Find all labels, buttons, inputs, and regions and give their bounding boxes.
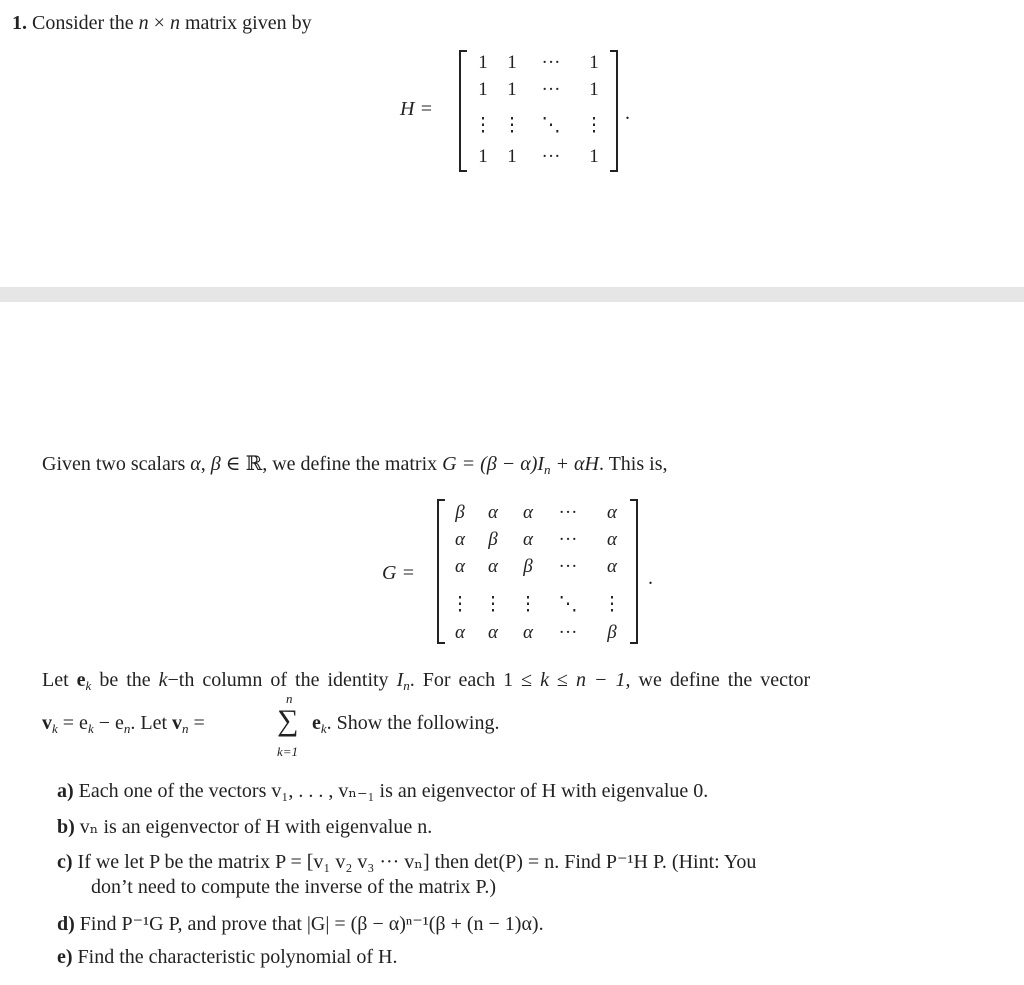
problem-number: 1. (12, 12, 27, 34)
item-c-text: If we let P be the matrix P = [v₁ v₂ v₃ ··· vₙ] then det(P) = n. Find P⁻¹H P. (Hint: You (77, 851, 757, 873)
def-minus-e: − e (98, 712, 124, 734)
matrix-g-cell-r3-c1: ⋮ (483, 594, 503, 615)
matrix-h-cell-r3-c2: ··· (541, 146, 561, 167)
para-g-beta: β (210, 453, 221, 475)
def-v-n: v (172, 712, 183, 734)
definitions-line-2: $v_k = e_k - e_n$. Let $v_n$ = (42, 712, 205, 736)
problem-heading (12, 12, 312, 35)
matrix-g-cell-r1-c4: α (607, 529, 617, 550)
summation-sign: ∑ (277, 704, 299, 737)
item-a (57, 778, 708, 803)
matrix-h-cell-r1-c2: ··· (541, 79, 561, 100)
problem-n2: n (169, 12, 180, 34)
problem-intro-end: matrix given by (184, 12, 312, 34)
matrix-g-cell-r3-c0: ⋮ (450, 594, 470, 615)
problem-n1: n (138, 12, 149, 34)
para-g-text-c: . This is, (598, 453, 668, 475)
item-b-text: vₙ is an eigenvector of H with eigenvalue n. (79, 816, 433, 838)
matrix-g-cell-r1-c3: ··· (558, 529, 578, 550)
def-k2: k (540, 669, 550, 691)
matrix-h-cell-r2-c0: ⋮ (473, 115, 493, 136)
matrix-g-cell-r4-c1: α (488, 622, 498, 643)
def-v-n-sub: n (182, 721, 189, 736)
matrix-h-cell-r1-c3: 1 (589, 79, 599, 100)
def-kth: k (158, 669, 168, 691)
matrix-g-cell-r1-c0: α (455, 529, 465, 550)
def-v-k: v (42, 712, 52, 734)
matrix-h-label: H = (400, 98, 433, 120)
item-e (57, 946, 397, 969)
matrix-g-cell-r2-c3: ··· (558, 556, 578, 577)
matrix-h-cell-r1-c1: 1 (507, 79, 517, 100)
problem-intro: Consider the (32, 12, 134, 34)
def-e-k: e (76, 669, 86, 691)
def-sum-e: e (312, 712, 321, 734)
item-e-label: e) (57, 946, 73, 968)
matrix-h-cell-r1-c0: 1 (478, 79, 488, 100)
matrix-h-cell-r0-c0: 1 (478, 52, 488, 73)
para-g-alpha: α (190, 453, 201, 475)
def-e-n-sub: n (123, 721, 131, 736)
matrix-g-cell-r0-c1: α (488, 502, 498, 523)
def-show-following: . Show the following. (326, 712, 500, 734)
def-column-of: −th column of the identity (167, 669, 389, 691)
matrix-g-cell-r3-c3: ⋱ (558, 594, 578, 615)
matrix-g-cell-r4-c0: α (455, 622, 465, 643)
matrix-h-period: . (625, 102, 630, 124)
matrix-h-left-bracket (459, 50, 467, 172)
summation-lower: k=1 (277, 744, 299, 759)
paragraph-g-definition (42, 451, 668, 478)
item-d-label: d) (57, 913, 75, 935)
matrix-g-cell-r2-c2: β (523, 556, 533, 577)
matrix-h-cell-r3-c3: 1 (589, 146, 599, 167)
para-g-in-r: ∈ ℝ (225, 453, 263, 475)
matrix-g-cell-r3-c2: ⋮ (518, 594, 538, 615)
matrix-g-cell-r2-c1: α (488, 556, 498, 577)
item-a-text: Each one of the vectors v₁, . . . , vₙ₋₁ is an eigenvector of H with eigenvalue 0. (78, 780, 709, 802)
def-n-minus-1: n − 1 (576, 669, 626, 691)
matrix-g-cell-r0-c3: ··· (558, 502, 578, 523)
matrix-g-period: . (648, 567, 653, 589)
matrix-g-left-bracket (437, 499, 445, 644)
para-g-text-a: Given two scalars (42, 453, 186, 475)
section-divider (0, 287, 1024, 302)
def-k-sub: k (85, 678, 92, 693)
matrix-g-cell-r4-c2: α (523, 622, 533, 643)
matrix-h-cell-r2-c3: ⋮ (584, 115, 604, 136)
item-b (57, 814, 432, 839)
item-c-label: c) (57, 851, 73, 873)
item-c-text2: don’t need to compute the inverse of the matrix P.) (91, 876, 497, 898)
matrix-g-cell-r0-c4: α (607, 502, 617, 523)
def-e-k-sub2: k (87, 721, 94, 736)
matrix-h-cell-r2-c2: ⋱ (541, 115, 561, 136)
def-leq: ≤ (557, 669, 568, 691)
matrix-g-label: G = (382, 562, 415, 584)
item-d (57, 911, 544, 936)
matrix-h-cell-r3-c0: 1 (478, 146, 488, 167)
definitions-line-2-end (312, 712, 499, 737)
def-define-vector: , we define the vector (625, 669, 811, 691)
matrix-h-cell-r0-c1: 1 (507, 52, 517, 73)
def-let-2: . Let (130, 712, 168, 734)
matrix-g-cell-r2-c0: α (455, 556, 465, 577)
matrix-g-cell-r2-c4: α (607, 556, 617, 577)
def-for-each: . For each 1 ≤ (409, 669, 533, 691)
problem-times: × (153, 12, 165, 34)
para-g-n-sub: n (544, 462, 551, 477)
item-e-text: Find the characteristic polynomial of H. (77, 946, 398, 968)
matrix-g-cell-r3-c4: ⋮ (602, 594, 622, 615)
matrix-h-right-bracket (610, 50, 618, 172)
def-identity: I (396, 669, 404, 691)
matrix-g-cell-r4-c4: β (607, 622, 617, 643)
def-v-k-sub: k (52, 721, 58, 736)
item-a-label: a) (57, 780, 74, 802)
summation-upper: n (286, 691, 293, 706)
def-identity-n: n (403, 678, 410, 693)
def-sum-k: k (320, 721, 327, 736)
matrix-g-cell-r4-c3: ··· (558, 622, 578, 643)
matrix-g-cell-r1-c1: β (488, 529, 498, 550)
def-let: Let (42, 669, 69, 691)
def-be-the: be the (99, 669, 151, 691)
para-g-comma: , (200, 453, 206, 475)
matrix-g-cell-r1-c2: α (523, 529, 533, 550)
matrix-g-cell-r0-c0: β (455, 502, 465, 523)
item-c (57, 849, 756, 874)
item-b-label: b) (57, 816, 75, 838)
para-g-text-b: , we define the matrix (262, 453, 438, 475)
matrix-g-cell-r0-c2: α (523, 502, 533, 523)
matrix-h-cell-r3-c1: 1 (507, 146, 517, 167)
para-g-formula-end: + αH (555, 453, 599, 475)
item-c-continued (91, 876, 496, 899)
para-g-formula: G = (β − α)I (442, 453, 545, 475)
definitions-line-1 (42, 669, 810, 694)
def-equals-e: = e (62, 712, 88, 734)
matrix-h-cell-r2-c1: ⋮ (502, 115, 522, 136)
matrix-g-right-bracket (630, 499, 638, 644)
matrix-h-cell-r0-c2: ··· (541, 52, 561, 73)
item-d-text: Find P⁻¹G P, and prove that |G| = (β − α)ⁿ⁻¹(β + (n − 1)α). (79, 913, 544, 935)
matrix-h-cell-r0-c3: 1 (589, 52, 599, 73)
